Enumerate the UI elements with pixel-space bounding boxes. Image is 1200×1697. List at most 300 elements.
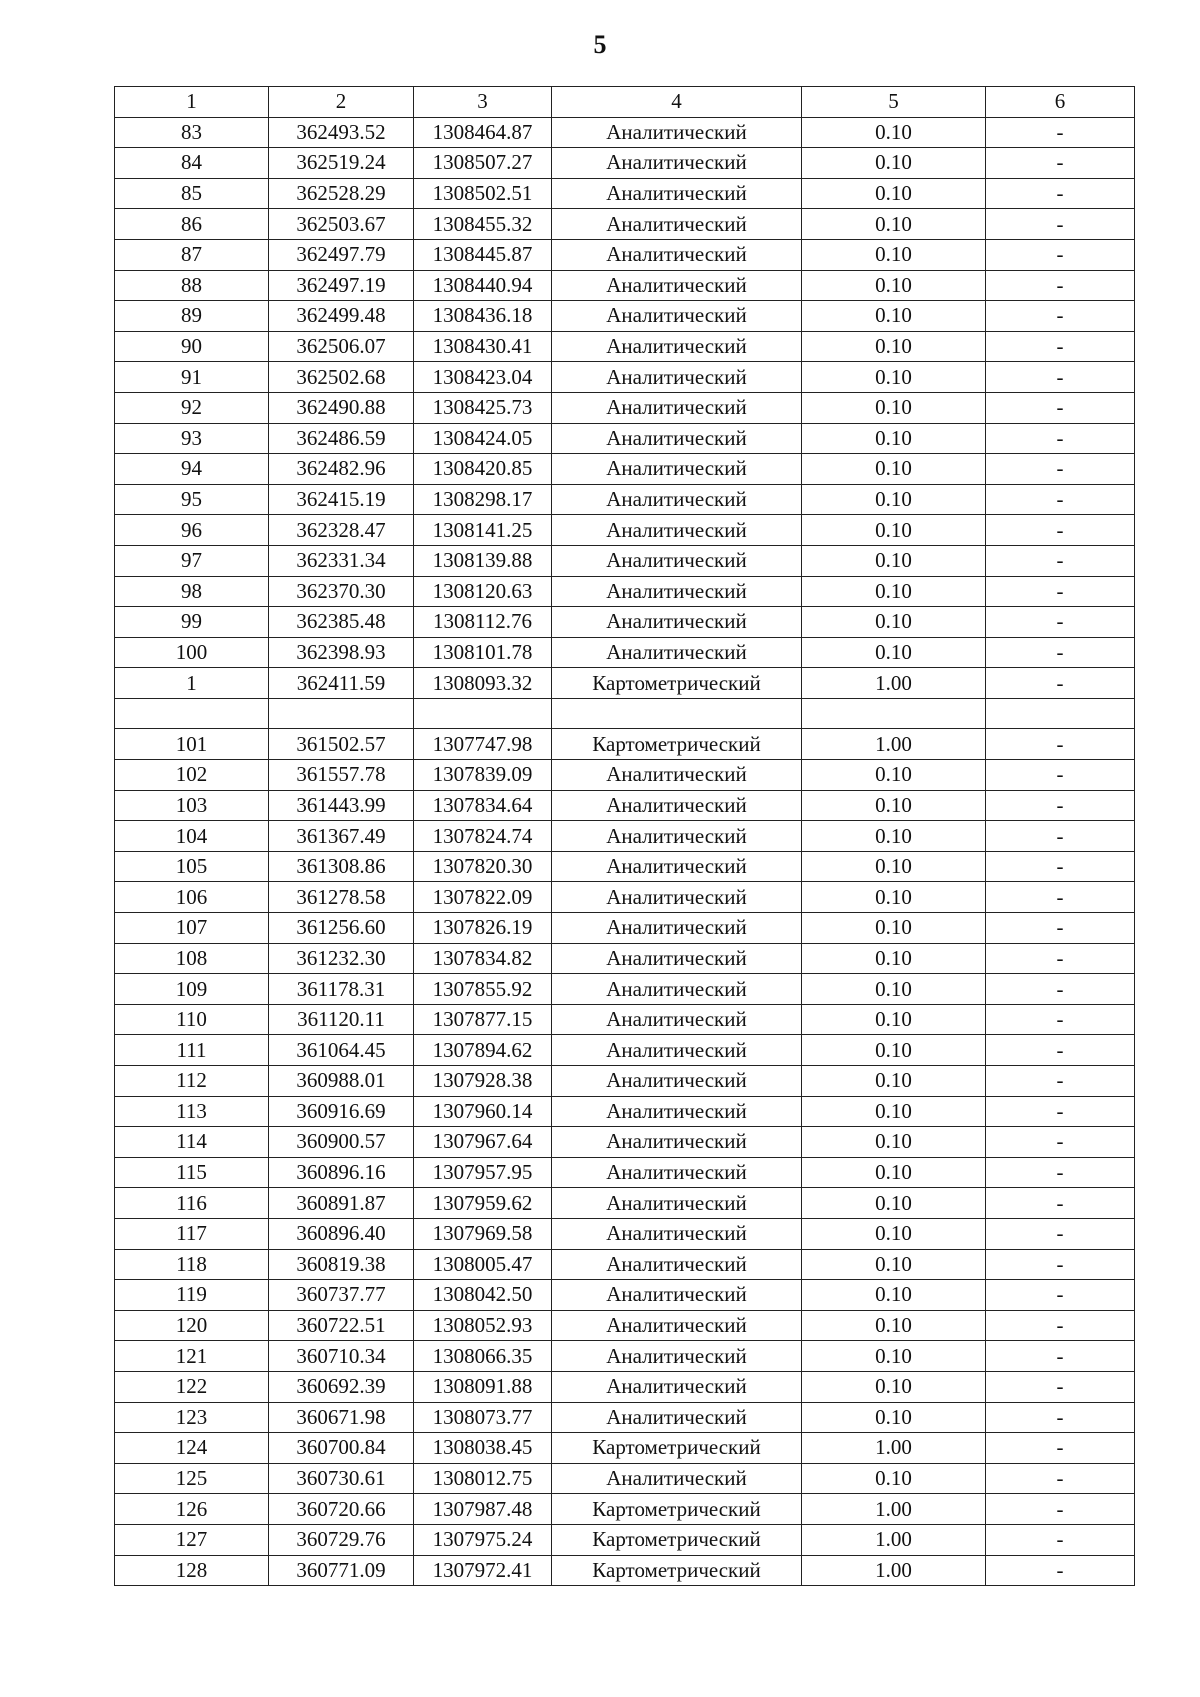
- accuracy-cell: 0.10: [802, 637, 986, 668]
- point-number-cell: 108: [115, 943, 269, 974]
- x-coordinate-cell: 362482.96: [269, 454, 414, 485]
- accuracy-cell: 1.00: [802, 1555, 986, 1586]
- table-row: [115, 943, 1135, 974]
- note-cell: -: [986, 1188, 1135, 1219]
- y-coordinate-cell: 1308424.05: [414, 423, 552, 454]
- y-coordinate-cell: 1308502.51: [414, 178, 552, 209]
- note-cell: -: [986, 637, 1135, 668]
- method-cell: Картометрический: [552, 668, 802, 699]
- x-coordinate-cell: 360896.16: [269, 1157, 414, 1188]
- note-cell: [986, 698, 1135, 729]
- x-coordinate-cell: 362411.59: [269, 668, 414, 699]
- x-coordinate-cell: 362398.93: [269, 637, 414, 668]
- table-row: [115, 117, 1135, 148]
- table-row: [115, 1096, 1135, 1127]
- header-cell: 5: [802, 87, 986, 118]
- x-coordinate-cell: 362497.19: [269, 270, 414, 301]
- point-number-cell: 101: [115, 729, 269, 760]
- method-cell: Аналитический: [552, 1249, 802, 1280]
- point-number-cell: 95: [115, 484, 269, 515]
- accuracy-cell: 0.10: [802, 1371, 986, 1402]
- note-cell: -: [986, 851, 1135, 882]
- note-cell: -: [986, 607, 1135, 638]
- method-cell: Картометрический: [552, 729, 802, 760]
- accuracy-cell: 0.10: [802, 1341, 986, 1372]
- method-cell: Аналитический: [552, 1096, 802, 1127]
- accuracy-cell: 0.10: [802, 454, 986, 485]
- method-cell: Аналитический: [552, 1157, 802, 1188]
- method-cell: Аналитический: [552, 607, 802, 638]
- table-header-row: [115, 87, 1135, 118]
- method-cell: Аналитический: [552, 178, 802, 209]
- accuracy-cell: 0.10: [802, 1463, 986, 1494]
- y-coordinate-cell: 1307969.58: [414, 1218, 552, 1249]
- x-coordinate-cell: 360720.66: [269, 1494, 414, 1525]
- table-row: [115, 1218, 1135, 1249]
- y-coordinate-cell: 1308038.45: [414, 1433, 552, 1464]
- header-cell: 4: [552, 87, 802, 118]
- y-coordinate-cell: 1308423.04: [414, 362, 552, 393]
- table-row: [115, 1188, 1135, 1219]
- y-coordinate-cell: 1307855.92: [414, 974, 552, 1005]
- point-number-cell: 99: [115, 607, 269, 638]
- y-coordinate-cell: 1308112.76: [414, 607, 552, 638]
- point-number-cell: 125: [115, 1463, 269, 1494]
- method-cell: Аналитический: [552, 1188, 802, 1219]
- method-cell: Аналитический: [552, 1310, 802, 1341]
- method-cell: Аналитический: [552, 790, 802, 821]
- point-number-cell: 92: [115, 392, 269, 423]
- point-number-cell: 115: [115, 1157, 269, 1188]
- point-number-cell: 112: [115, 1066, 269, 1097]
- note-cell: -: [986, 209, 1135, 240]
- method-cell: Аналитический: [552, 1127, 802, 1158]
- y-coordinate-cell: 1307987.48: [414, 1494, 552, 1525]
- method-cell: Картометрический: [552, 1555, 802, 1586]
- y-coordinate-cell: 1307957.95: [414, 1157, 552, 1188]
- x-coordinate-cell: 362506.07: [269, 331, 414, 362]
- x-coordinate-cell: [269, 698, 414, 729]
- point-number-cell: 91: [115, 362, 269, 393]
- x-coordinate-cell: 362499.48: [269, 301, 414, 332]
- table-row: [115, 1310, 1135, 1341]
- method-cell: Аналитический: [552, 484, 802, 515]
- point-number-cell: 110: [115, 1004, 269, 1035]
- table-row: [115, 484, 1135, 515]
- x-coordinate-cell: 362331.34: [269, 545, 414, 576]
- method-cell: Аналитический: [552, 1402, 802, 1433]
- y-coordinate-cell: 1308066.35: [414, 1341, 552, 1372]
- y-coordinate-cell: 1307839.09: [414, 760, 552, 791]
- accuracy-cell: 0.10: [802, 1249, 986, 1280]
- note-cell: -: [986, 331, 1135, 362]
- x-coordinate-cell: 360771.09: [269, 1555, 414, 1586]
- table-row: [115, 1035, 1135, 1066]
- note-cell: -: [986, 454, 1135, 485]
- accuracy-cell: 0.10: [802, 178, 986, 209]
- note-cell: -: [986, 1494, 1135, 1525]
- method-cell: Картометрический: [552, 1524, 802, 1555]
- method-cell: Аналитический: [552, 637, 802, 668]
- point-number-cell: 84: [115, 148, 269, 179]
- x-coordinate-cell: 362370.30: [269, 576, 414, 607]
- point-number-cell: 105: [115, 851, 269, 882]
- y-coordinate-cell: 1308073.77: [414, 1402, 552, 1433]
- y-coordinate-cell: 1307826.19: [414, 913, 552, 944]
- note-cell: -: [986, 1524, 1135, 1555]
- point-number-cell: 102: [115, 760, 269, 791]
- accuracy-cell: 0.10: [802, 1127, 986, 1158]
- x-coordinate-cell: 361256.60: [269, 913, 414, 944]
- table-row: [115, 1555, 1135, 1586]
- note-cell: -: [986, 239, 1135, 270]
- method-cell: Аналитический: [552, 148, 802, 179]
- method-cell: Аналитический: [552, 423, 802, 454]
- method-cell: Аналитический: [552, 1035, 802, 1066]
- x-coordinate-cell: 360891.87: [269, 1188, 414, 1219]
- y-coordinate-cell: 1308507.27: [414, 148, 552, 179]
- table-row: [115, 301, 1135, 332]
- accuracy-cell: 0.10: [802, 515, 986, 546]
- point-number-cell: 94: [115, 454, 269, 485]
- y-coordinate-cell: 1307877.15: [414, 1004, 552, 1035]
- x-coordinate-cell: 362493.52: [269, 117, 414, 148]
- x-coordinate-cell: 360896.40: [269, 1218, 414, 1249]
- accuracy-cell: 0.10: [802, 270, 986, 301]
- point-number-cell: 126: [115, 1494, 269, 1525]
- y-coordinate-cell: 1308464.87: [414, 117, 552, 148]
- point-number-cell: 103: [115, 790, 269, 821]
- y-coordinate-cell: 1307972.41: [414, 1555, 552, 1586]
- accuracy-cell: 0.10: [802, 239, 986, 270]
- point-number-cell: 123: [115, 1402, 269, 1433]
- y-coordinate-cell: 1307824.74: [414, 821, 552, 852]
- table-row: [115, 454, 1135, 485]
- method-cell: Аналитический: [552, 209, 802, 240]
- point-number-cell: 118: [115, 1249, 269, 1280]
- accuracy-cell: 0.10: [802, 331, 986, 362]
- table-row: [115, 607, 1135, 638]
- table-row: [115, 1004, 1135, 1035]
- y-coordinate-cell: 1308430.41: [414, 331, 552, 362]
- accuracy-cell: 0.10: [802, 1402, 986, 1433]
- accuracy-cell: [802, 698, 986, 729]
- coordinates-table: [114, 86, 1135, 1586]
- x-coordinate-cell: 360671.98: [269, 1402, 414, 1433]
- method-cell: Аналитический: [552, 331, 802, 362]
- table-row: [115, 209, 1135, 240]
- point-number-cell: 87: [115, 239, 269, 270]
- x-coordinate-cell: 362486.59: [269, 423, 414, 454]
- y-coordinate-cell: [414, 698, 552, 729]
- point-number-cell: 104: [115, 821, 269, 852]
- table-row: [115, 423, 1135, 454]
- table-row: [115, 760, 1135, 791]
- accuracy-cell: 0.10: [802, 913, 986, 944]
- y-coordinate-cell: 1307975.24: [414, 1524, 552, 1555]
- x-coordinate-cell: 362528.29: [269, 178, 414, 209]
- y-coordinate-cell: 1308436.18: [414, 301, 552, 332]
- method-cell: Аналитический: [552, 1218, 802, 1249]
- accuracy-cell: 0.10: [802, 545, 986, 576]
- point-number-cell: [115, 698, 269, 729]
- method-cell: Аналитический: [552, 821, 802, 852]
- note-cell: -: [986, 515, 1135, 546]
- y-coordinate-cell: 1308005.47: [414, 1249, 552, 1280]
- method-cell: Аналитический: [552, 1371, 802, 1402]
- x-coordinate-cell: 361278.58: [269, 882, 414, 913]
- accuracy-cell: 0.10: [802, 1280, 986, 1311]
- note-cell: -: [986, 148, 1135, 179]
- x-coordinate-cell: 362519.24: [269, 148, 414, 179]
- note-cell: -: [986, 1218, 1135, 1249]
- y-coordinate-cell: 1308042.50: [414, 1280, 552, 1311]
- accuracy-cell: 0.10: [802, 392, 986, 423]
- point-number-cell: 93: [115, 423, 269, 454]
- y-coordinate-cell: 1308139.88: [414, 545, 552, 576]
- y-coordinate-cell: 1308425.73: [414, 392, 552, 423]
- table-row: [115, 178, 1135, 209]
- x-coordinate-cell: 360916.69: [269, 1096, 414, 1127]
- method-cell: Аналитический: [552, 239, 802, 270]
- point-number-cell: 88: [115, 270, 269, 301]
- method-cell: Аналитический: [552, 974, 802, 1005]
- y-coordinate-cell: 1307747.98: [414, 729, 552, 760]
- x-coordinate-cell: 360710.34: [269, 1341, 414, 1372]
- table-row: [115, 882, 1135, 913]
- method-cell: Аналитический: [552, 943, 802, 974]
- note-cell: -: [986, 1127, 1135, 1158]
- point-number-cell: 127: [115, 1524, 269, 1555]
- note-cell: -: [986, 1402, 1135, 1433]
- x-coordinate-cell: 361232.30: [269, 943, 414, 974]
- table-row: [115, 545, 1135, 576]
- header-cell: 6: [986, 87, 1135, 118]
- method-cell: Аналитический: [552, 301, 802, 332]
- x-coordinate-cell: 360729.76: [269, 1524, 414, 1555]
- note-cell: -: [986, 1157, 1135, 1188]
- method-cell: Картометрический: [552, 1494, 802, 1525]
- method-cell: [552, 698, 802, 729]
- point-number-cell: 107: [115, 913, 269, 944]
- accuracy-cell: 0.10: [802, 117, 986, 148]
- note-cell: -: [986, 821, 1135, 852]
- x-coordinate-cell: 362497.79: [269, 239, 414, 270]
- table-row: [115, 515, 1135, 546]
- accuracy-cell: 0.10: [802, 882, 986, 913]
- accuracy-cell: 0.10: [802, 607, 986, 638]
- method-cell: Аналитический: [552, 117, 802, 148]
- y-coordinate-cell: 1307820.30: [414, 851, 552, 882]
- note-cell: -: [986, 1463, 1135, 1494]
- x-coordinate-cell: 360988.01: [269, 1066, 414, 1097]
- note-cell: -: [986, 392, 1135, 423]
- y-coordinate-cell: 1307822.09: [414, 882, 552, 913]
- note-cell: -: [986, 1096, 1135, 1127]
- accuracy-cell: 1.00: [802, 729, 986, 760]
- x-coordinate-cell: 362385.48: [269, 607, 414, 638]
- note-cell: -: [986, 1433, 1135, 1464]
- table-row: [115, 1524, 1135, 1555]
- accuracy-cell: 1.00: [802, 1494, 986, 1525]
- method-cell: Аналитический: [552, 362, 802, 393]
- point-number-cell: 109: [115, 974, 269, 1005]
- x-coordinate-cell: 360722.51: [269, 1310, 414, 1341]
- note-cell: -: [986, 1004, 1135, 1035]
- method-cell: Аналитический: [552, 576, 802, 607]
- point-number-cell: 111: [115, 1035, 269, 1066]
- note-cell: -: [986, 1310, 1135, 1341]
- point-number-cell: 121: [115, 1341, 269, 1372]
- x-coordinate-cell: 361502.57: [269, 729, 414, 760]
- note-cell: -: [986, 943, 1135, 974]
- table-row: [115, 362, 1135, 393]
- table-row: [115, 729, 1135, 760]
- y-coordinate-cell: 1308445.87: [414, 239, 552, 270]
- note-cell: -: [986, 1555, 1135, 1586]
- method-cell: Аналитический: [552, 1066, 802, 1097]
- x-coordinate-cell: 360730.61: [269, 1463, 414, 1494]
- method-cell: Аналитический: [552, 913, 802, 944]
- point-number-cell: 86: [115, 209, 269, 240]
- point-number-cell: 106: [115, 882, 269, 913]
- accuracy-cell: 0.10: [802, 362, 986, 393]
- note-cell: -: [986, 882, 1135, 913]
- y-coordinate-cell: 1307967.64: [414, 1127, 552, 1158]
- x-coordinate-cell: 361064.45: [269, 1035, 414, 1066]
- table-row: [115, 1157, 1135, 1188]
- point-number-cell: 90: [115, 331, 269, 362]
- point-number-cell: 113: [115, 1096, 269, 1127]
- table-row: [115, 1341, 1135, 1372]
- x-coordinate-cell: 361178.31: [269, 974, 414, 1005]
- table-row: [115, 698, 1135, 729]
- y-coordinate-cell: 1308101.78: [414, 637, 552, 668]
- note-cell: -: [986, 1371, 1135, 1402]
- page-number: 5: [593, 30, 607, 59]
- accuracy-cell: 0.10: [802, 209, 986, 240]
- note-cell: -: [986, 1280, 1135, 1311]
- x-coordinate-cell: 360700.84: [269, 1433, 414, 1464]
- y-coordinate-cell: 1307834.82: [414, 943, 552, 974]
- accuracy-cell: 0.10: [802, 943, 986, 974]
- accuracy-cell: 0.10: [802, 851, 986, 882]
- table-row: [115, 821, 1135, 852]
- table-row: [115, 974, 1135, 1005]
- note-cell: -: [986, 423, 1135, 454]
- y-coordinate-cell: 1308440.94: [414, 270, 552, 301]
- point-number-cell: 128: [115, 1555, 269, 1586]
- header-cell: 2: [269, 87, 414, 118]
- table-row: [115, 913, 1135, 944]
- y-coordinate-cell: 1307834.64: [414, 790, 552, 821]
- table-row: [115, 1280, 1135, 1311]
- note-cell: -: [986, 117, 1135, 148]
- method-cell: Аналитический: [552, 1004, 802, 1035]
- x-coordinate-cell: 362502.68: [269, 362, 414, 393]
- method-cell: Аналитический: [552, 760, 802, 791]
- accuracy-cell: 0.10: [802, 1096, 986, 1127]
- method-cell: Аналитический: [552, 270, 802, 301]
- note-cell: -: [986, 760, 1135, 791]
- x-coordinate-cell: 360819.38: [269, 1249, 414, 1280]
- method-cell: Аналитический: [552, 392, 802, 423]
- table-row: [115, 392, 1135, 423]
- point-number-cell: 120: [115, 1310, 269, 1341]
- note-cell: -: [986, 729, 1135, 760]
- note-cell: -: [986, 362, 1135, 393]
- x-coordinate-cell: 361308.86: [269, 851, 414, 882]
- table-row: [115, 668, 1135, 699]
- method-cell: Аналитический: [552, 454, 802, 485]
- accuracy-cell: 1.00: [802, 1433, 986, 1464]
- table-row: [115, 1494, 1135, 1525]
- point-number-cell: 122: [115, 1371, 269, 1402]
- accuracy-cell: 0.10: [802, 148, 986, 179]
- accuracy-cell: 0.10: [802, 1066, 986, 1097]
- point-number-cell: 116: [115, 1188, 269, 1219]
- x-coordinate-cell: 360737.77: [269, 1280, 414, 1311]
- x-coordinate-cell: 360900.57: [269, 1127, 414, 1158]
- table-row: [115, 1433, 1135, 1464]
- x-coordinate-cell: 362328.47: [269, 515, 414, 546]
- method-cell: Аналитический: [552, 545, 802, 576]
- table-row: [115, 1066, 1135, 1097]
- note-cell: -: [986, 974, 1135, 1005]
- accuracy-cell: 0.10: [802, 790, 986, 821]
- point-number-cell: 1: [115, 668, 269, 699]
- note-cell: -: [986, 178, 1135, 209]
- table-body: [115, 87, 1135, 1586]
- table-row: [115, 1402, 1135, 1433]
- y-coordinate-cell: 1308120.63: [414, 576, 552, 607]
- point-number-cell: 114: [115, 1127, 269, 1158]
- accuracy-cell: 0.10: [802, 576, 986, 607]
- note-cell: -: [986, 790, 1135, 821]
- point-number-cell: 96: [115, 515, 269, 546]
- note-cell: -: [986, 545, 1135, 576]
- accuracy-cell: 0.10: [802, 1035, 986, 1066]
- x-coordinate-cell: 361557.78: [269, 760, 414, 791]
- table-row: [115, 851, 1135, 882]
- accuracy-cell: 0.10: [802, 1310, 986, 1341]
- table-row: [115, 270, 1135, 301]
- y-coordinate-cell: 1308091.88: [414, 1371, 552, 1402]
- y-coordinate-cell: 1308141.25: [414, 515, 552, 546]
- accuracy-cell: 0.10: [802, 423, 986, 454]
- table-row: [115, 1371, 1135, 1402]
- point-number-cell: 117: [115, 1218, 269, 1249]
- y-coordinate-cell: 1308093.32: [414, 668, 552, 699]
- accuracy-cell: 0.10: [802, 1218, 986, 1249]
- y-coordinate-cell: 1307894.62: [414, 1035, 552, 1066]
- point-number-cell: 89: [115, 301, 269, 332]
- note-cell: -: [986, 1341, 1135, 1372]
- y-coordinate-cell: 1308012.75: [414, 1463, 552, 1494]
- note-cell: -: [986, 1249, 1135, 1280]
- note-cell: -: [986, 1066, 1135, 1097]
- table-row: [115, 331, 1135, 362]
- accuracy-cell: 0.10: [802, 1004, 986, 1035]
- point-number-cell: 124: [115, 1433, 269, 1464]
- y-coordinate-cell: 1308420.85: [414, 454, 552, 485]
- header-cell: 1: [115, 87, 269, 118]
- point-number-cell: 98: [115, 576, 269, 607]
- y-coordinate-cell: 1308052.93: [414, 1310, 552, 1341]
- method-cell: Аналитический: [552, 1280, 802, 1311]
- x-coordinate-cell: 362415.19: [269, 484, 414, 515]
- y-coordinate-cell: 1308298.17: [414, 484, 552, 515]
